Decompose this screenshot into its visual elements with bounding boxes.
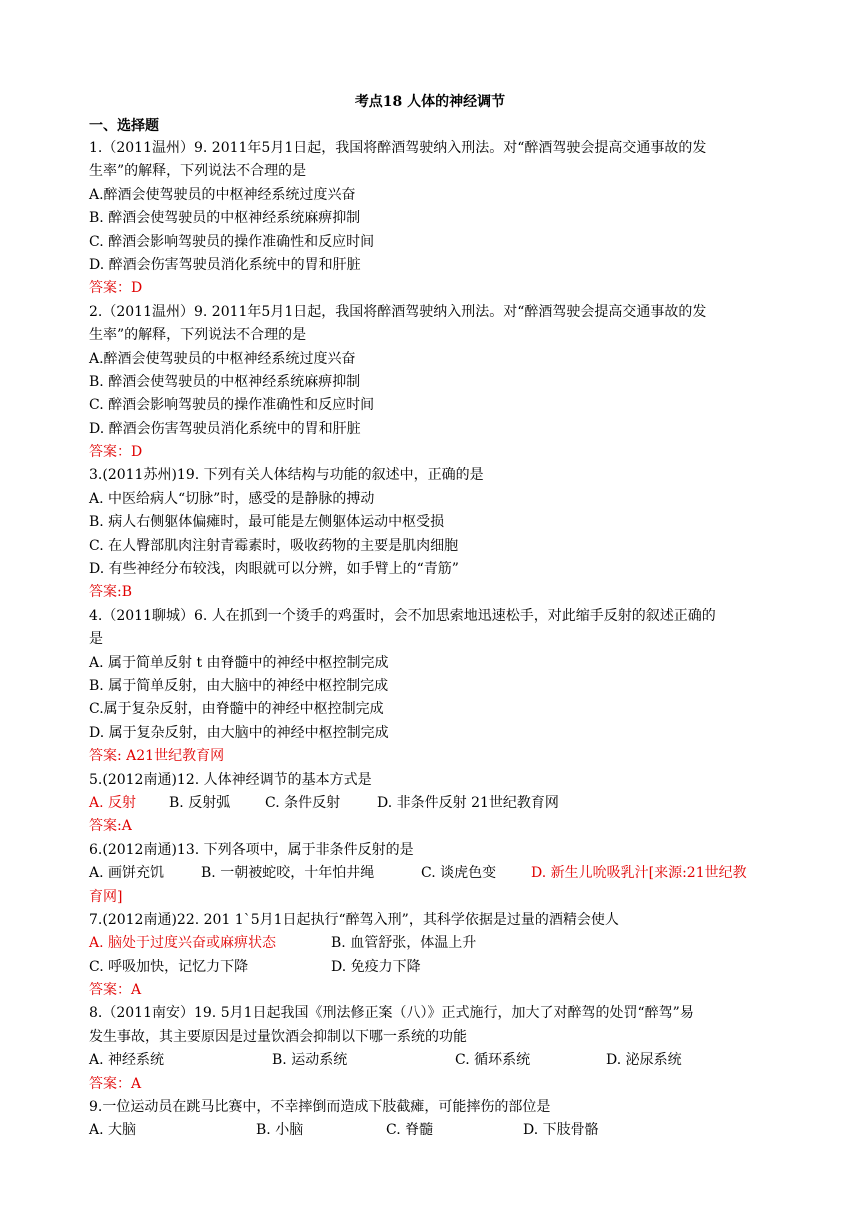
q6-options bbox=[89, 862, 779, 885]
page-title: 考点18 人体的神经调节 bbox=[354, 94, 506, 110]
section-heading: 一、选择题 bbox=[89, 118, 159, 134]
q6-option-d: D. 新生儿吮吸乳汁[来源:21世纪教 bbox=[531, 865, 747, 882]
q4-answer: 答案: A21世纪教育网 bbox=[89, 748, 225, 765]
q4-option-b: B. 属于简单反射，由大脑中的神经中枢控制完成 bbox=[89, 677, 389, 694]
q4-option-c: C.属于复杂反射，由脊髓中的神经中枢控制完成 bbox=[89, 701, 384, 718]
q4-stem-line2: 是 bbox=[89, 631, 103, 648]
q2-option-b: B. 醉酒会使驾驶员的中枢神经系统麻痹抑制 bbox=[89, 373, 361, 390]
q6-stem: 6.(2012南通)13. 下列各项中，属于非条件反射的是 bbox=[89, 841, 414, 858]
q5-option-a: A. 反射 bbox=[89, 794, 137, 811]
q4-stem-line1: 4.（2011聊城）6. 人在抓到一个烫手的鸡蛋时，会不加思索地迅速松手，对此缩手反射的叙述正确的 bbox=[89, 607, 716, 624]
q8-option-b: B. 运动系统 bbox=[272, 1052, 348, 1069]
q8-options bbox=[89, 1049, 779, 1072]
q8-stem-line2: 发生事故，其主要原因是过量饮酒会抑制以下哪一系统的功能 bbox=[89, 1028, 467, 1045]
q6-option-b: B. 一朝被蛇咬，十年怕井绳 bbox=[201, 865, 375, 882]
q6-option-d-continued: 育网] bbox=[89, 888, 123, 905]
q9-option-c: C. 脊髓 bbox=[386, 1122, 434, 1139]
q9-options bbox=[89, 1119, 779, 1142]
q7-options-row2 bbox=[89, 956, 779, 979]
q7-option-d: D. 免疫力下降 bbox=[331, 958, 421, 975]
q3-option-c: C. 在人臀部肌肉注射青霉素时，吸收药物的主要是肌肉细胞 bbox=[89, 537, 459, 554]
q1-stem-line1: 1.（2011温州）9. 2011年5月1日起，我国将醉酒驾驶纳入刑法。对“醉酒驾驶会提高交通事故的发 bbox=[89, 140, 707, 156]
q6-option-c: C. 谈虎色变 bbox=[421, 865, 497, 882]
q1-answer: 答案：D bbox=[89, 280, 143, 297]
q9-option-a: A. 大脑 bbox=[89, 1122, 137, 1139]
q9-option-b: B. 小脑 bbox=[256, 1122, 304, 1139]
q2-option-d: D. 醉酒会伤害驾驶员消化系统中的胃和肝脏 bbox=[89, 420, 361, 437]
q8-option-d: D. 泌尿系统 bbox=[606, 1052, 682, 1069]
q9-option-d: D. 下肢骨骼 bbox=[523, 1122, 599, 1139]
question-list bbox=[89, 137, 779, 1143]
q7-option-a: A. 脑处于过度兴奋或麻痹状态 bbox=[89, 935, 277, 952]
q3-option-b: B. 病人右侧躯体偏瘫时，最可能是左侧躯体运动中枢受损 bbox=[89, 514, 445, 531]
q3-answer: 答案:B bbox=[89, 584, 133, 601]
q2-stem-line1: 2.（2011温州）9. 2011年5月1日起，我国将醉酒驾驶纳入刑法。对“醉酒驾驶会提高交通事故的发 bbox=[89, 303, 707, 320]
q5-stem: 5.(2012南通)12. 人体神经调节的基本方式是 bbox=[89, 771, 372, 788]
q8-option-a: A. 神经系统 bbox=[89, 1052, 165, 1069]
q5-option-c: C. 条件反射 bbox=[265, 794, 341, 811]
q4-option-a: A. 属于简单反射 t 由脊髓中的神经中枢控制完成 bbox=[89, 654, 389, 671]
q1-option-c: C. 醉酒会影响驾驶员的操作准确性和反应时间 bbox=[89, 233, 375, 250]
q7-stem: 7.(2012南通)22. 201 1`5月1日起执行“醉驾入刑”，其科学依据是过量的酒精会使人 bbox=[89, 911, 619, 928]
q7-options-row1 bbox=[89, 932, 779, 955]
q1-option-b: B. 醉酒会使驾驶员的中枢神经系统麻痹抑制 bbox=[89, 210, 361, 227]
q7-option-b: B. 血管舒张，体温上升 bbox=[331, 935, 477, 952]
q5-options bbox=[89, 792, 779, 815]
q2-answer: 答案：D bbox=[89, 444, 143, 461]
q1-stem-line2: 生率”的解释，下列说法不合理的是 bbox=[89, 163, 307, 180]
q2-option-a: A.醉酒会使驾驶员的中枢神经系统过度兴奋 bbox=[89, 350, 356, 367]
q8-stem-line1: 8.（2011南安）19. 5月1日起我国《刑法修正案（八）》正式施行，加大了对醉驾的处罚“醉驾”易 bbox=[89, 1005, 694, 1022]
q7-option-c: C. 呼吸加快，记忆力下降 bbox=[89, 958, 249, 975]
q3-option-d: D. 有些神经分布较浅，肉眼就可以分辨，如手臂上的“青筋” bbox=[89, 561, 459, 578]
q2-option-c: C. 醉酒会影响驾驶员的操作准确性和反应时间 bbox=[89, 397, 375, 414]
q6-option-a: A. 画饼充饥 bbox=[89, 865, 165, 882]
q7-answer: 答案：A bbox=[89, 982, 142, 999]
q5-option-b: B. 反射弧 bbox=[169, 794, 231, 811]
q8-answer: 答案：A bbox=[89, 1075, 142, 1092]
q8-option-c: C. 循环系统 bbox=[455, 1052, 531, 1069]
q9-stem: 9.一位运动员在跳马比赛中，不幸摔倒而造成下肢截瘫，可能摔伤的部位是 bbox=[89, 1099, 551, 1116]
q1-option-a: A.醉酒会使驾驶员的中枢神经系统过度兴奋 bbox=[89, 186, 356, 203]
q4-option-d: D. 属于复杂反射，由大脑中的神经中枢控制完成 bbox=[89, 724, 389, 741]
q1-option-d: D. 醉酒会伤害驾驶员消化系统中的胃和肝脏 bbox=[89, 256, 361, 273]
q2-stem-line2: 生率”的解释，下列说法不合理的是 bbox=[89, 327, 307, 344]
q3-option-a: A. 中医给病人“切脉”时，感受的是静脉的搏动 bbox=[89, 490, 375, 507]
q3-stem: 3.(2011苏州)19. 下列有关人体结构与功能的叙述中，正确的是 bbox=[89, 467, 484, 484]
q5-option-d: D. 非条件反射 21世纪教育网 bbox=[377, 794, 559, 811]
q5-answer: 答案:A bbox=[89, 818, 132, 835]
